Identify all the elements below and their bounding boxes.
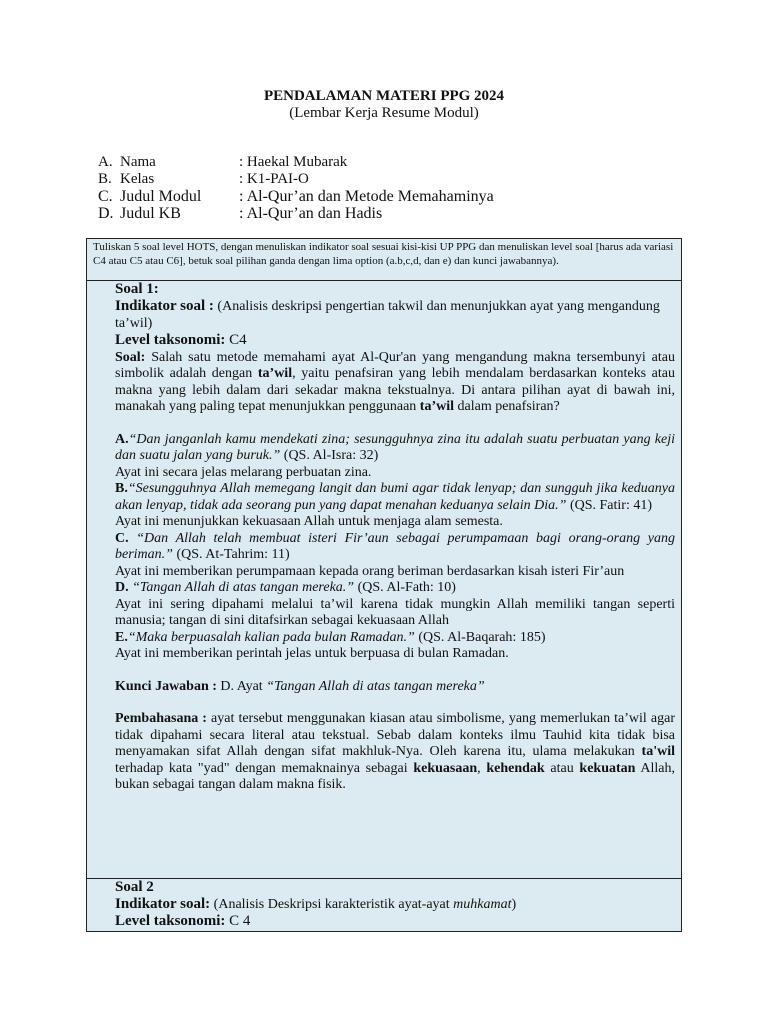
soal-text: , yaitu penafsiran yang lebih mendalam berdasarkan konteks atau makna yang lebih dalam dari sekadar makna tekstualnya. Di antara pilihan ayat di bawah ini, manakah yang paling tepat menunjukkan penggunaan <box>115 366 675 414</box>
identity-label: Nama <box>120 154 156 170</box>
option-ref: (QS. Al-Baqarah: 185) <box>414 629 546 645</box>
identity-label: Judul Modul <box>120 188 202 205</box>
option-d-note: Ayat ini sering dipahami melalui ta’wil karena tidak mungkin Allah memiliki tangan seperti manusia; tangan di sini ditafsirkan sebagai kekuasaan Allah <box>115 596 675 628</box>
question-1-cell <box>87 281 681 878</box>
option-letter: A. <box>115 431 129 447</box>
answer-key <box>115 679 675 696</box>
answer-key-quote: “Tangan Allah di atas tangan mereka” <box>266 678 485 694</box>
option-b-note: Ayat ini menunjukkan kekuasaan Allah untuk menjaga alam semesta. <box>115 514 503 529</box>
option-letter: C. <box>115 530 129 546</box>
answer-key-text: D. Ayat <box>216 678 267 694</box>
discussion-text: Allah, bukan sebagai tangan dalam makna fisik. <box>115 760 675 792</box>
level-value: C 4 <box>225 913 251 929</box>
option-quote: “Dan Allah telah membuat isteri Fir’aun sebagai perumpamaan bagi orang-orang yang beriman.” <box>115 530 675 562</box>
identity-letter: C. <box>98 188 113 205</box>
answer-key-label: Kunci Jawaban : <box>115 678 217 694</box>
identity-value: : Al-Qur’an dan Metode Memahaminya <box>239 188 494 205</box>
identity-row-judul-kb <box>98 205 494 222</box>
soal-bold: ta’wil <box>257 366 293 381</box>
option-a <box>115 432 675 465</box>
option-a-note: Ayat ini secara jelas melarang perbuatan zina. <box>115 464 372 480</box>
document-subtitle: (Lembar Kerja Resume Modul) <box>289 105 479 121</box>
indicator-label: Indikator soal: <box>115 896 211 912</box>
soal-label: Soal: <box>115 349 146 365</box>
identity-letter: B. <box>98 171 112 187</box>
question-2-indicator <box>115 896 675 913</box>
indicator-end: ) <box>511 897 517 912</box>
indicator-text: (Analisis deskripsi pengertian takwil dan menunjukkan ayat yang mengandung ta’wil) <box>115 299 660 331</box>
discussion-bold: kekuatan <box>579 760 636 776</box>
level-label: Level taksonomi: <box>115 332 226 348</box>
option-quote: “Sesungguhnya Allah memegang langit dan bumi agar tidak lenyap; dan sungguh jika keduanya akan lenyap, tidak ada seorang pun yang dapat menahan keduanya selain Dia.” <box>115 481 675 513</box>
discussion <box>115 711 675 794</box>
identity-label: Kelas <box>120 171 155 187</box>
document-title: PENDALAMAN MATERI PPG 2024 <box>263 88 505 104</box>
option-e <box>115 630 675 647</box>
option-d <box>115 580 675 597</box>
identity-row-judul-modul <box>98 188 494 205</box>
indicator-text: (Analisis Deskripsi karakteristik ayat-ayat <box>210 897 454 912</box>
discussion-label: Pembahasana : <box>115 711 207 726</box>
instruction-cell: Tuliskan 5 soal level HOTS, dengan menuliskan indikator soal sesuai kisi-kisi UP PPG dan menuliskan level soal [harus ada variasi C4 atau C5 atau C6], betuk soal pilihan ganda dengan lima option (a.b,c,d, dan e) dan kunci jawabannya). <box>87 239 681 281</box>
indicator-label: Indikator soal : <box>115 298 214 314</box>
question-1-level <box>115 332 675 350</box>
question-1-stem <box>115 350 675 416</box>
discussion-text: , <box>477 760 487 776</box>
identity-list <box>98 154 494 222</box>
option-ref: (QS. At-Tahrim: 11) <box>172 547 290 562</box>
option-quote: “Dan janganlah kamu mendekati zina; sesungguhnya zina itu adalah suatu perbuatan yang keji dan suatu jalan yang buruk.” <box>115 431 675 463</box>
soal-bold: ta’wil <box>419 399 455 414</box>
option-b <box>115 481 675 514</box>
question-1-heading: Soal 1: <box>115 281 159 297</box>
identity-value: : Al-Qur’an dan Hadis <box>239 205 383 222</box>
option-c-note: Ayat ini memberikan perumpamaan kepada orang beriman berdasarkan kisah isteri Fir’aun <box>115 563 625 579</box>
option-quote: “Maka berpuasalah kalian pada bulan Ramadan.” <box>127 629 415 645</box>
option-c <box>115 531 675 564</box>
option-ref: (QS. Al-Fath: 10) <box>354 580 456 595</box>
discussion-text: atau <box>544 760 580 776</box>
identity-value: : Haekal Mubarak <box>239 154 348 170</box>
question-1-indicator <box>115 298 675 332</box>
discussion-bold: ta'wil <box>641 744 675 759</box>
question-2-cell <box>87 879 681 931</box>
discussion-text: ayat tersebut menggunakan kiasan atau simbolisme, yang memerlukan ta’wil agar tidak dipahami secara literal atau tekstual. Sebab dalam konteks ilmu Tauhid kita tidak bisa menyamakan sifat Allah dengan sifat makhluk-Nya. Oleh karena itu, ulama melakukan <box>115 711 675 759</box>
option-letter: B. <box>115 481 128 496</box>
identity-value: : K1-PAI-O <box>239 171 309 187</box>
soal-text: dalam penafsiran? <box>454 399 560 414</box>
identity-letter: A. <box>98 154 113 170</box>
identity-label: Judul KB <box>120 205 181 222</box>
option-ref: (QS. Al-Isra: 32) <box>280 448 379 463</box>
discussion-bold: kehendak <box>486 760 545 776</box>
worksheet-table <box>86 238 682 932</box>
option-letter: E. <box>115 629 128 645</box>
option-ref: (QS. Fatir: 41) <box>566 497 652 513</box>
option-letter: D. <box>115 580 129 595</box>
indicator-italic: muhkamat <box>453 897 512 912</box>
identity-row-kelas <box>98 171 494 188</box>
question-2-level <box>115 913 675 930</box>
identity-row-nama <box>98 154 494 171</box>
level-value: C4 <box>225 332 247 348</box>
question-2-heading: Soal 2 <box>115 879 154 895</box>
level-label: Level taksonomi: <box>115 913 226 929</box>
option-e-note: Ayat ini memberikan perintah jelas untuk berpuasa di bulan Ramadan. <box>115 646 509 661</box>
discussion-bold: kekuasaan <box>413 760 478 776</box>
discussion-text: terhadap kata "yad" dengan memaknainya sebagai <box>115 760 414 776</box>
soal-text: Salah satu metode memahami ayat Al-Qur'an yang mengandung makna tersembunyi atau simbolik adalah dengan <box>115 349 675 381</box>
identity-letter: D. <box>98 205 114 222</box>
option-quote: “Tangan Allah di atas tangan mereka.” <box>128 580 355 595</box>
